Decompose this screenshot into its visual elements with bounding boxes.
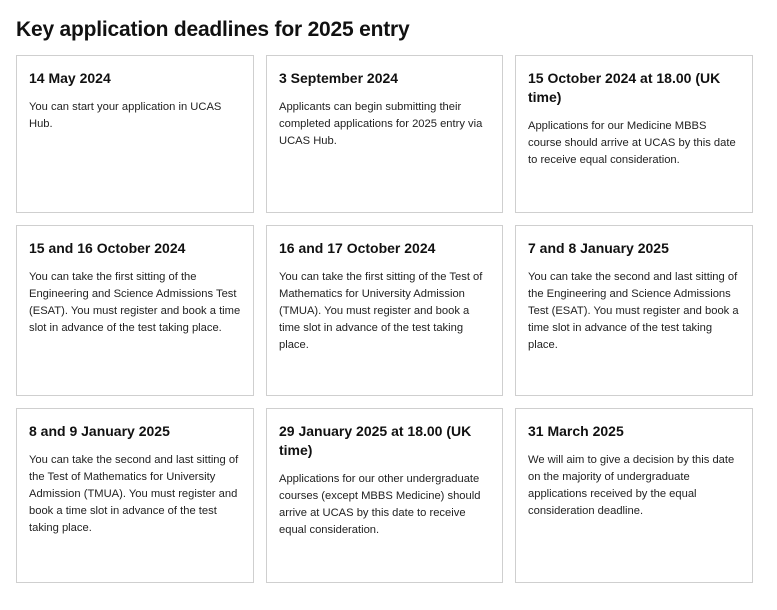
deadline-description: You can take the second and last sitting of the Test of Mathematics for University Admission (TMUA). You must register and book a time slot in advance of the test taking place.	[29, 454, 239, 534]
deadline-card	[16, 408, 254, 583]
deadline-card	[266, 408, 503, 583]
deadline-date: 3 September 2024	[279, 70, 399, 86]
deadline-card	[515, 55, 753, 213]
deadline-date: 7 and 8 January 2025	[528, 240, 669, 256]
deadline-card	[16, 225, 254, 396]
deadline-card	[266, 55, 503, 213]
deadline-date: 29 January 2025 at 18.00 (UK time)	[279, 423, 472, 458]
deadline-card	[16, 55, 254, 213]
deadline-description: Applications for our Medicine MBBS course should arrive at UCAS by this date to receive equal consideration.	[528, 120, 736, 166]
deadline-date: 14 May 2024	[29, 70, 111, 86]
page-title: Key application deadlines for 2025 entry	[16, 18, 410, 41]
deadline-date: 16 and 17 October 2024	[279, 240, 436, 256]
deadline-description: You can start your application in UCAS Hub.	[29, 101, 222, 130]
deadline-description: You can take the second and last sitting of the Engineering and Science Admissions Test (ESAT). You must register and book a time slot in advance of the test taking place.	[528, 271, 739, 351]
deadline-description: Applicants can begin submitting their completed applications for 2025 entry via UCAS Hub.	[279, 101, 483, 147]
deadline-card	[515, 225, 753, 396]
deadline-date: 8 and 9 January 2025	[29, 423, 170, 439]
deadline-card	[515, 408, 753, 583]
deadline-date: 31 March 2025	[528, 423, 624, 439]
deadline-description: Applications for our other undergraduate courses (except MBBS Medicine) should arrive at UCAS by this date to receive equal consideration.	[279, 473, 481, 536]
deadlines-grid	[16, 55, 753, 583]
deadline-card	[266, 225, 503, 396]
deadline-description: You can take the first sitting of the Engineering and Science Admissions Test (ESAT). You must register and book a time slot in advance of the test taking place.	[29, 271, 241, 334]
deadline-date: 15 October 2024 at 18.00 (UK time)	[528, 70, 721, 105]
deadline-date: 15 and 16 October 2024	[29, 240, 186, 256]
deadline-description: We will aim to give a decision by this date on the majority of undergraduate applications received by the equal consideration deadline.	[528, 454, 735, 517]
deadline-description: You can take the first sitting of the Test of Mathematics for University Admission (TMUA). You must register and book a time slot in advance of the test taking place.	[279, 271, 483, 351]
